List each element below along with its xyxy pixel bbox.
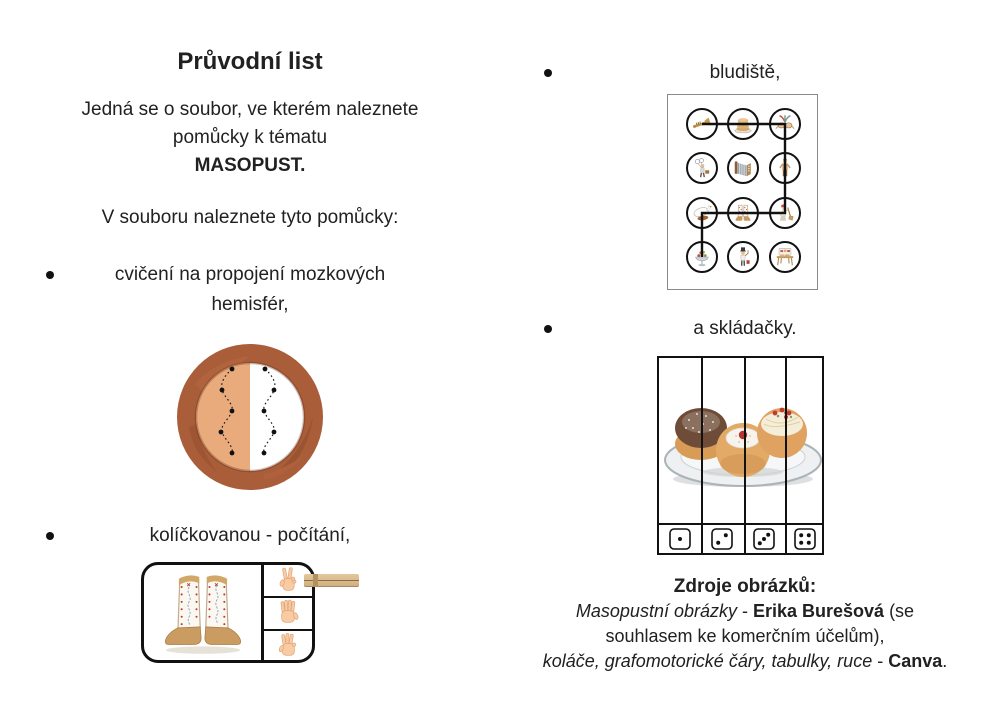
sources-line-1: Masopustní obrázky - Erika Burešová (se <box>575 601 915 621</box>
card-boots-panel <box>144 565 261 660</box>
bullet-text-puzzles: a skládačky. <box>693 318 797 339</box>
carnival-mask-icon <box>774 113 796 135</box>
die-face-4 <box>794 528 816 550</box>
bullet-item-puzzles <box>530 314 960 344</box>
clothespin <box>304 574 359 587</box>
sources-heading: Zdroje obrázků: <box>673 576 817 597</box>
bullet-item-pegs <box>30 521 470 551</box>
dice-band-divider <box>659 523 822 525</box>
maze-image <box>667 94 818 290</box>
goose-icon <box>691 202 713 224</box>
accordion-icon <box>732 157 754 179</box>
intro-line-1: Jedná se o soubor, ve kterém naleznete <box>81 99 419 120</box>
bullet-text-hemispheres: cvičení na propojení mozkových hemisfér, <box>114 264 386 315</box>
food-on-stand-icon <box>691 246 713 268</box>
market-table-icon <box>774 246 796 268</box>
folk-boots-image <box>152 569 254 657</box>
bullet-item-maze <box>530 58 960 88</box>
intro-line-2: pomůcky k tématu <box>172 127 328 148</box>
pancake-stack-icon <box>732 113 754 135</box>
intro-paragraph <box>30 96 470 180</box>
figure-with-balloons-icon <box>691 157 713 179</box>
bullet-dot <box>544 69 552 77</box>
bullet-text-pegs: kolíčkovanou - počítání, <box>149 525 351 546</box>
die-face-2 <box>711 528 733 550</box>
bullet-dot <box>46 532 54 540</box>
chimney-sweep-icon <box>732 246 754 268</box>
donuts-on-plate-image <box>659 358 822 521</box>
sources-line-3: koláče, grafomotorické čáry, tabulky, ruce - Canva. <box>542 651 948 671</box>
list-intro: V souboru naleznete tyto pomůcky: <box>101 207 399 228</box>
bullet-dot <box>46 271 54 279</box>
die-face-1 <box>669 528 691 550</box>
die-face-3 <box>753 528 775 550</box>
bullet-item-hemispheres <box>30 260 470 320</box>
hemisphere-exercise-image <box>175 342 325 492</box>
peg-counting-card <box>141 562 315 663</box>
puzzle-image <box>657 356 824 555</box>
hand-three-fingers <box>264 629 312 660</box>
page-title: Průvodní list <box>177 48 323 75</box>
bullet-text-maze: bludiště, <box>709 62 781 83</box>
person-with-broom-icon <box>774 202 796 224</box>
sources-line-2: souhlasem ke komerčním účelům), <box>605 626 885 646</box>
hand-four-fingers <box>264 596 312 627</box>
image-sources <box>510 574 980 674</box>
costume-figure-icon <box>774 157 796 179</box>
bullet-dot <box>544 325 552 333</box>
trumpet-icon <box>691 113 713 135</box>
boots-icon <box>732 202 754 224</box>
intro-line-3: MASOPUST. <box>194 155 306 176</box>
